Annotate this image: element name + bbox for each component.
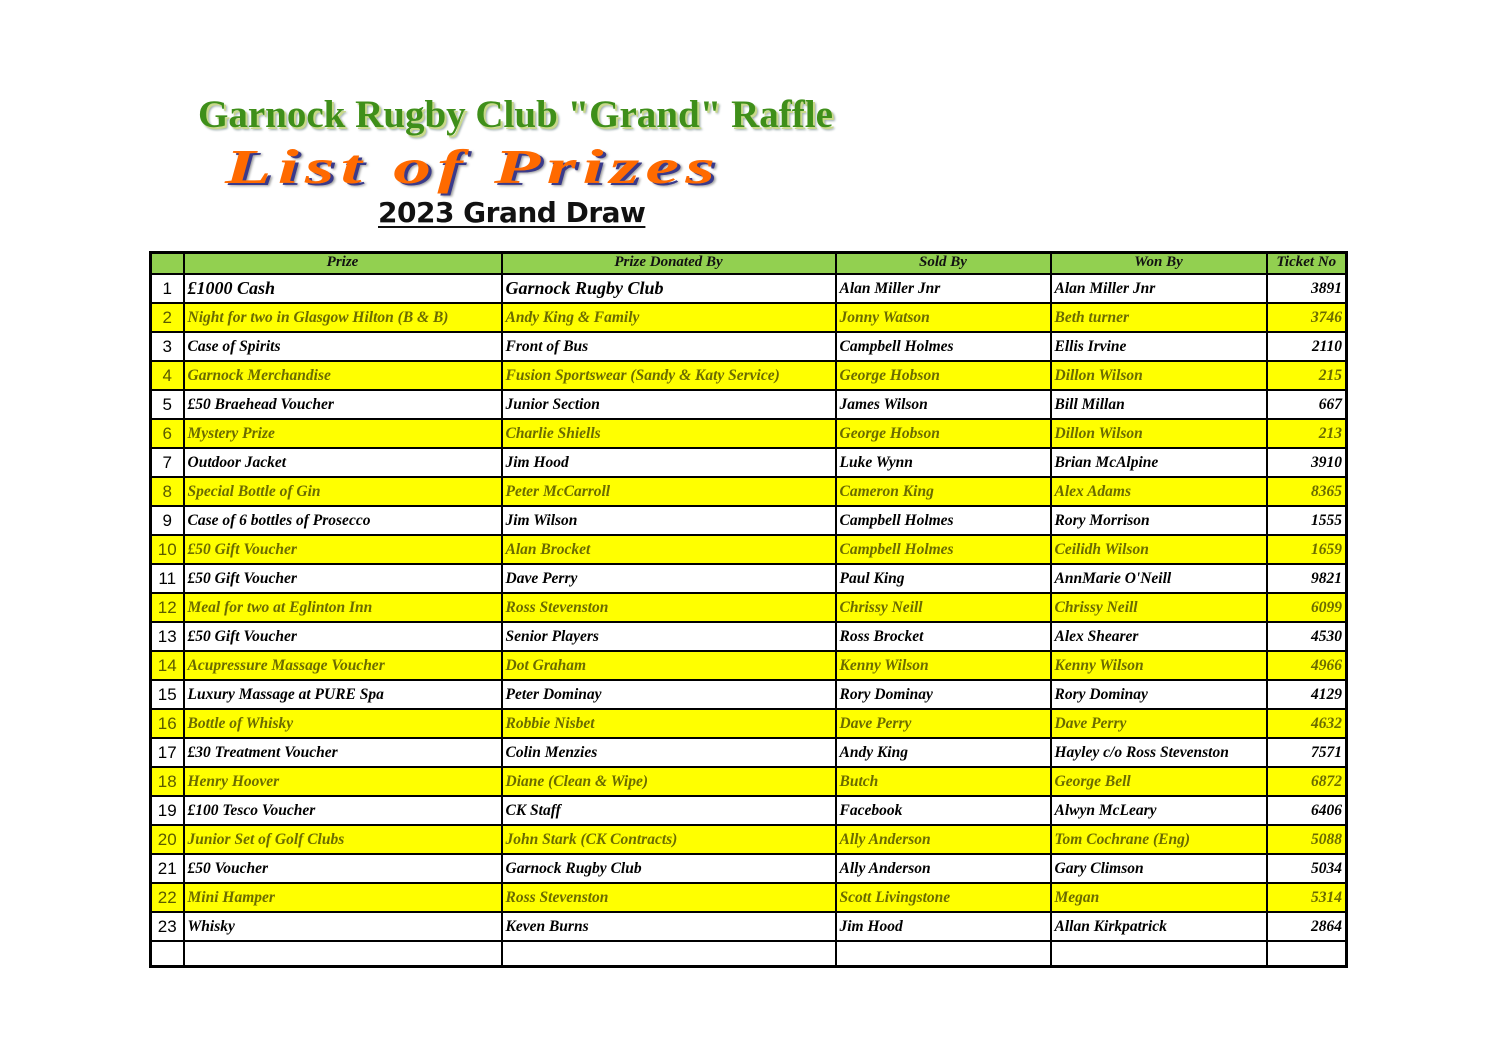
donated-by-cell: Keven Burns: [502, 912, 836, 941]
table-row: [151, 477, 1347, 506]
won-by-cell: Rory Dominay: [1051, 680, 1267, 709]
won-by-cell: George Bell: [1051, 767, 1267, 796]
sold-by-cell: Ross Brocket: [836, 622, 1051, 651]
sold-by-cell: Ally Anderson: [836, 854, 1051, 883]
won-by-cell: Kenny Wilson: [1051, 651, 1267, 680]
ticket-number-cell: 6406: [1267, 796, 1347, 825]
prize-cell: Acupressure Massage Voucher: [184, 651, 502, 680]
sold-by-cell: Scott Livingstone: [836, 883, 1051, 912]
sold-by-cell: Campbell Holmes: [836, 535, 1051, 564]
draw-heading: 2023 Grand Draw: [378, 196, 646, 229]
sold-by-cell: Kenny Wilson: [836, 651, 1051, 680]
table-row: [151, 796, 1347, 825]
sold-by-cell: Chrissy Neill: [836, 593, 1051, 622]
row-number: 18: [151, 767, 184, 796]
empty-cell: [1051, 941, 1267, 967]
row-number: 13: [151, 622, 184, 651]
prize-cell: Whisky: [184, 912, 502, 941]
prize-cell: £50 Gift Voucher: [184, 622, 502, 651]
table-row: [151, 564, 1347, 593]
table-row: [151, 593, 1347, 622]
sold-by-cell: Dave Perry: [836, 709, 1051, 738]
prize-cell: Garnock Merchandise: [184, 361, 502, 390]
sold-by-cell: Campbell Holmes: [836, 506, 1051, 535]
prize-cell: Bottle of Whisky: [184, 709, 502, 738]
won-by-cell: Chrissy Neill: [1051, 593, 1267, 622]
won-by-cell: Rory Morrison: [1051, 506, 1267, 535]
table-row: [151, 912, 1347, 941]
won-by-cell: Dave Perry: [1051, 709, 1267, 738]
won-by-cell: Alex Adams: [1051, 477, 1267, 506]
row-number: 11: [151, 564, 184, 593]
table-row: [151, 709, 1347, 738]
ticket-number-cell: 4632: [1267, 709, 1347, 738]
donated-by-cell: Garnock Rugby Club: [502, 854, 836, 883]
donated-by-cell: CK Staff: [502, 796, 836, 825]
donated-by-cell: Senior Players: [502, 622, 836, 651]
col-header-sold-by: Sold By: [836, 253, 1051, 275]
won-by-cell: Alwyn McLeary: [1051, 796, 1267, 825]
won-by-cell: Alex Shearer: [1051, 622, 1267, 651]
ticket-number-cell: 4530: [1267, 622, 1347, 651]
ticket-number-cell: 1555: [1267, 506, 1347, 535]
row-number: 16: [151, 709, 184, 738]
prize-cell: Henry Hoover: [184, 767, 502, 796]
sold-by-cell: Cameron King: [836, 477, 1051, 506]
sold-by-cell: Facebook: [836, 796, 1051, 825]
prize-cell: £100 Tesco Voucher: [184, 796, 502, 825]
prize-cell: £50 Voucher: [184, 854, 502, 883]
won-by-cell: Alan Miller Jnr: [1051, 274, 1267, 303]
won-by-cell: Megan: [1051, 883, 1267, 912]
donated-by-cell: Junior Section: [502, 390, 836, 419]
sold-by-cell: Luke Wynn: [836, 448, 1051, 477]
prize-cell: Mystery Prize: [184, 419, 502, 448]
donated-by-cell: Garnock Rugby Club: [502, 274, 836, 303]
table-row: [151, 535, 1347, 564]
won-by-cell: Ellis Irvine: [1051, 332, 1267, 361]
empty-cell: [836, 941, 1051, 967]
ticket-number-cell: 5034: [1267, 854, 1347, 883]
ticket-number-cell: 213: [1267, 419, 1347, 448]
table-row: [151, 680, 1347, 709]
donated-by-cell: Front of Bus: [502, 332, 836, 361]
table-row: [151, 767, 1347, 796]
table-row: [151, 622, 1347, 651]
row-number: 5: [151, 390, 184, 419]
prize-cell: £1000 Cash: [184, 274, 502, 303]
table-row: [151, 854, 1347, 883]
row-number: 3: [151, 332, 184, 361]
ticket-number-cell: 3891: [1267, 274, 1347, 303]
donated-by-cell: Alan Brocket: [502, 535, 836, 564]
ticket-number-cell: 3910: [1267, 448, 1347, 477]
row-number: 9: [151, 506, 184, 535]
won-by-cell: Ceilidh Wilson: [1051, 535, 1267, 564]
prize-cell: Special Bottle of Gin: [184, 477, 502, 506]
table-row: [151, 390, 1347, 419]
empty-cell: [184, 941, 502, 967]
sold-by-cell: Rory Dominay: [836, 680, 1051, 709]
sold-by-cell: James Wilson: [836, 390, 1051, 419]
donated-by-cell: Jim Hood: [502, 448, 836, 477]
sold-by-cell: Campbell Holmes: [836, 332, 1051, 361]
won-by-cell: Brian McAlpine: [1051, 448, 1267, 477]
ticket-number-cell: 2110: [1267, 332, 1347, 361]
empty-row: [151, 941, 1347, 967]
row-number: 4: [151, 361, 184, 390]
table-row: [151, 738, 1347, 767]
prize-cell: Junior Set of Golf Clubs: [184, 825, 502, 854]
won-by-cell: AnnMarie O'Neill: [1051, 564, 1267, 593]
donated-by-cell: Dave Perry: [502, 564, 836, 593]
ticket-number-cell: 8365: [1267, 477, 1347, 506]
ticket-number-cell: 4129: [1267, 680, 1347, 709]
table-row: [151, 303, 1347, 332]
row-number: 2: [151, 303, 184, 332]
table-row: [151, 274, 1347, 303]
donated-by-cell: John Stark (CK Contracts): [502, 825, 836, 854]
won-by-cell: Gary Climson: [1051, 854, 1267, 883]
col-header-ticket-no: Ticket No: [1267, 253, 1347, 275]
sold-by-cell: Alan Miller Jnr: [836, 274, 1051, 303]
sold-by-cell: Jonny Watson: [836, 303, 1051, 332]
empty-cell: [1267, 941, 1347, 967]
row-number: 14: [151, 651, 184, 680]
prizes-table: [149, 251, 1348, 968]
donated-by-cell: Peter McCarroll: [502, 477, 836, 506]
prize-cell: £50 Gift Voucher: [184, 564, 502, 593]
donated-by-cell: Colin Menzies: [502, 738, 836, 767]
sold-by-cell: Paul King: [836, 564, 1051, 593]
row-number: 8: [151, 477, 184, 506]
row-number: 22: [151, 883, 184, 912]
ticket-number-cell: 667: [1267, 390, 1347, 419]
row-number: 21: [151, 854, 184, 883]
table-row: [151, 825, 1347, 854]
table-row: [151, 506, 1347, 535]
prize-cell: Mini Hamper: [184, 883, 502, 912]
row-number: 6: [151, 419, 184, 448]
ticket-number-cell: 3746: [1267, 303, 1347, 332]
ticket-number-cell: 5314: [1267, 883, 1347, 912]
won-by-cell: Bill Millan: [1051, 390, 1267, 419]
row-number: 17: [151, 738, 184, 767]
prizes-table-body: [151, 274, 1347, 967]
row-number: 10: [151, 535, 184, 564]
table-row: [151, 448, 1347, 477]
col-header-donated-by: Prize Donated By: [502, 253, 836, 275]
raffle-title: Garnock Rugby Club "Grand" Raffle: [198, 93, 833, 136]
donated-by-cell: Dot Graham: [502, 651, 836, 680]
won-by-cell: Beth turner: [1051, 303, 1267, 332]
list-of-prizes-heading: List of Prizes: [225, 139, 722, 194]
row-number: 19: [151, 796, 184, 825]
prize-cell: Case of Spirits: [184, 332, 502, 361]
table-row: [151, 332, 1347, 361]
ticket-number-cell: 6872: [1267, 767, 1347, 796]
donated-by-cell: Jim Wilson: [502, 506, 836, 535]
row-number: 12: [151, 593, 184, 622]
table-row: [151, 651, 1347, 680]
donated-by-cell: Ross Stevenston: [502, 883, 836, 912]
prize-cell: £50 Braehead Voucher: [184, 390, 502, 419]
donated-by-cell: Peter Dominay: [502, 680, 836, 709]
table-row: [151, 419, 1347, 448]
sold-by-cell: Jim Hood: [836, 912, 1051, 941]
ticket-number-cell: 1659: [1267, 535, 1347, 564]
row-number: 1: [151, 274, 184, 303]
won-by-cell: Tom Cochrane (Eng): [1051, 825, 1267, 854]
donated-by-cell: Robbie Nisbet: [502, 709, 836, 738]
prize-cell: £30 Treatment Voucher: [184, 738, 502, 767]
prize-cell: £50 Gift Voucher: [184, 535, 502, 564]
ticket-number-cell: 7571: [1267, 738, 1347, 767]
table-row: [151, 883, 1347, 912]
row-number: 23: [151, 912, 184, 941]
donated-by-cell: Diane (Clean & Wipe): [502, 767, 836, 796]
ticket-number-cell: 4966: [1267, 651, 1347, 680]
row-number: 15: [151, 680, 184, 709]
ticket-number-cell: 2864: [1267, 912, 1347, 941]
col-header-prize: Prize: [184, 253, 502, 275]
row-number: 20: [151, 825, 184, 854]
donated-by-cell: Ross Stevenston: [502, 593, 836, 622]
ticket-number-cell: 215: [1267, 361, 1347, 390]
ticket-number-cell: 6099: [1267, 593, 1347, 622]
won-by-cell: Allan Kirkpatrick: [1051, 912, 1267, 941]
row-number: 7: [151, 448, 184, 477]
col-header-won-by: Won By: [1051, 253, 1267, 275]
col-header-number: [151, 253, 184, 275]
ticket-number-cell: 9821: [1267, 564, 1347, 593]
won-by-cell: Dillon Wilson: [1051, 361, 1267, 390]
empty-cell: [502, 941, 836, 967]
donated-by-cell: Charlie Shiells: [502, 419, 836, 448]
prize-cell: Meal for two at Eglinton Inn: [184, 593, 502, 622]
table-header-row: [151, 253, 1347, 275]
donated-by-cell: Andy King & Family: [502, 303, 836, 332]
table-row: [151, 361, 1347, 390]
donated-by-cell: Fusion Sportswear (Sandy & Katy Service): [502, 361, 836, 390]
prize-cell: Luxury Massage at PURE Spa: [184, 680, 502, 709]
prize-cell: Night for two in Glasgow Hilton (B & B): [184, 303, 502, 332]
sold-by-cell: Butch: [836, 767, 1051, 796]
sold-by-cell: Ally Anderson: [836, 825, 1051, 854]
prize-cell: Outdoor Jacket: [184, 448, 502, 477]
won-by-cell: Dillon Wilson: [1051, 419, 1267, 448]
empty-cell: [151, 941, 184, 967]
ticket-number-cell: 5088: [1267, 825, 1347, 854]
won-by-cell: Hayley c/o Ross Stevenston: [1051, 738, 1267, 767]
sold-by-cell: George Hobson: [836, 419, 1051, 448]
sold-by-cell: Andy King: [836, 738, 1051, 767]
sold-by-cell: George Hobson: [836, 361, 1051, 390]
prize-cell: Case of 6 bottles of Prosecco: [184, 506, 502, 535]
